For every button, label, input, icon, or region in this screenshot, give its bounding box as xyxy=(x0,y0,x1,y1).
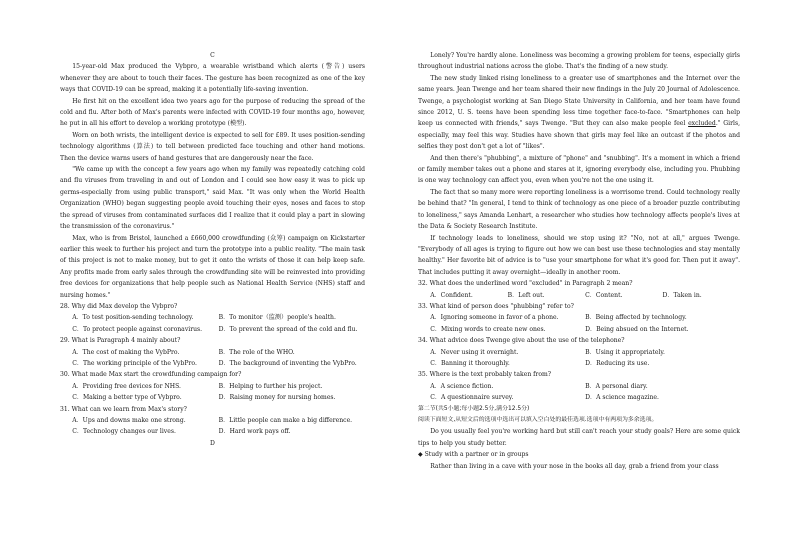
question-32-stem: 32. What does the underlined word "excluded" in Paragraph 2 mean? xyxy=(418,280,633,288)
option-a: A．Confident. xyxy=(430,291,473,299)
question-34-options-row-1 xyxy=(418,347,740,358)
section-letter-c: C xyxy=(210,52,215,59)
option-d: D．The background of inventing the VybPro. xyxy=(218,359,357,367)
question-35-stem: 35. Where is the text probably taken from? xyxy=(418,371,552,379)
underlined-word-excluded: excluded xyxy=(688,120,716,128)
option-b: B．Using it appropriately. xyxy=(585,348,665,356)
passage-c-paragraph-1: 15-year-old Max produced the Vybpro, a wearable wristband which alerts (警告) users whenever they are about to touch their faces. The gesture has been recognized as one of the key ways that COVID-19 can be spread, making it a potentially life-saving invention. xyxy=(60,63,365,94)
option-d: D．To prevent the spread of the cold and flu. xyxy=(218,325,358,333)
passage-d-paragraph-2 xyxy=(418,73,740,153)
option-b: B．A personal diary. xyxy=(585,382,648,390)
option-d: D．Being absued on the Internet. xyxy=(585,325,689,333)
question-31-options-row-1 xyxy=(60,415,365,426)
section-2-instructions: 阅读下面短文,从短文后的选项中选出可以填入空白处的最佳选项.选项中有两项为多余选项。 xyxy=(418,417,658,423)
passage-c-paragraph-3: Worn on both wrists, the intelligent device is expected to sell for £89. It uses position-sending technology algorithms (算法) to tell between predicted face touching and other hand motions. Then the device warns users of hand gestures that are dangerously near the face. xyxy=(60,131,365,162)
question-29-options-row-1 xyxy=(60,347,365,358)
option-a: A．A science fiction. xyxy=(430,382,494,390)
option-a: A．Providing free devices for NHS. xyxy=(72,382,181,390)
question-35-options-row-2 xyxy=(418,392,740,403)
question-34-stem: 34. What advice does Twenge give about the use of the telephone? xyxy=(418,337,625,345)
section-letter-d: D xyxy=(210,439,215,447)
question-33-options-row-2 xyxy=(418,324,740,335)
option-b: B．To monitor（监测）people's health. xyxy=(218,314,336,322)
question-30-stem: 30. What made Max start the crowdfunding campaign for? xyxy=(60,371,242,379)
option-c: C．Technology changes our lives. xyxy=(72,428,176,436)
question-28-options-row-1 xyxy=(60,312,365,323)
option-a: A．Ignoring someone in favor of a phone. xyxy=(430,314,559,322)
option-d: D．A science magazine. xyxy=(585,394,659,402)
option-c: C．A questionnaire survey. xyxy=(430,394,514,402)
option-d: D．Taken in. xyxy=(662,291,702,299)
passage-c-paragraph-5: Max, who is from Bristol, launched a £660,000 crowdfunding (众筹) campaign on Kickstarter earlier this week to further his project and turn the prototype into a public reality. "The main task of this project is not to make money, but to get it onto the wrists of those it can help keep safe. Any profits made from early sales through the crowdfunding site will be reinvested into providing free devices for organizations that help people such as National Health Service (NHS) staff and nursing homes." xyxy=(60,234,365,299)
option-b: B．Helping to further his project. xyxy=(218,382,323,390)
passage-d-paragraph-5: If technology leads to loneliness, should we stop using it? "No, not at all," argues Twenge. "Everybody of all ages is trying to figure out how we can best use these technologies and stay mentally healthy." Her favorite bit of advice is to "use your smartphone for what it's good for. Then put it away". That includes putting it away overnight—ideally in another room. xyxy=(418,234,740,276)
passage-c-paragraph-4: "We came up with the concept a few years ago when my family was repeatedly catching cold and flu viruses from traveling in and out of London and I could see how easy it was to pick up germs-especially from using public transport," said Max. "It was only when the World Health Organization (WHO) began suggesting people avoid touching their eyes, noses and faces to stop the spread of viruses from contaminated surfaces did I realize that it could play a part in slowing the transmission of the coronavirus." xyxy=(60,166,365,231)
passage-c-paragraph-2: He first hit on the excellent idea two years ago for the purpose of reducing the spread of the cold and flu. After both of Max's parents were infected with COVID-19 four months ago, however, he put in all his effort to develop a working prototype (模型). xyxy=(60,97,365,128)
option-c: C．The working principle of the VybPro. xyxy=(72,359,197,367)
option-d: D．Hard work pays off. xyxy=(218,428,291,436)
passage-d-paragraph-3: And then there's "phubbing", a mixture of "phone" and "snubbing". It's a moment in which a friend or family member takes out a phone and stares at it, ignoring everybody else, including you. Phubbing is one way technology can affect you, even when you're not the one using it. xyxy=(418,154,740,185)
question-31-stem: 31. What can we learn from Max's story? xyxy=(60,405,187,413)
question-29-options-row-2 xyxy=(60,358,365,369)
question-32-options xyxy=(418,290,740,301)
right-column xyxy=(418,50,740,472)
question-28-options-row-2 xyxy=(60,324,365,335)
option-d: D．Reducing its use. xyxy=(585,359,650,367)
option-c: C．Content. xyxy=(585,291,623,299)
question-30-options-row-2 xyxy=(60,392,365,403)
option-b: B．The role of the WHO. xyxy=(218,348,295,356)
question-30-options-row-1 xyxy=(60,381,365,392)
passage-d-paragraph-4: The fact that so many more were reporting loneliness is a worrisome trend. Could technology really be behind that? "In general, I tend to think of technology as one piece of a broader puzzle contributing to loneliness," says Amanda Lenhart, a researcher who studies how technology affects people's lives at the Data & Society Research Institute. xyxy=(418,188,740,231)
paragraph-2-text-after: ." Girls, especially, may feel this way. Studies have shown that girls may feel like an outcast if the photos and selfies they post don't get a lot of "likes". xyxy=(418,120,741,151)
option-c: C．To protect people against coronavirus. xyxy=(72,325,203,333)
option-a: A．Never using it overnight. xyxy=(430,348,519,356)
left-column xyxy=(60,50,365,449)
option-b: B．Being affected by technology. xyxy=(585,314,687,322)
question-28-stem: 28. Why did Max develop the Vybpro? xyxy=(60,302,178,310)
paragraph-2-text: The new study linked rising loneliness to a greater use of smartphones and the Internet over the same years. Jean Twenge and her team shared their new findings in the July 20 Journal of Adolescence. Twenge, a psychologist working at San Diego State University in California, and her team have found since 2012, U. S. teens have been spending less time together face-to-face. "Smartphones can help keep us connected with friends," says Twenge. "But they can also make people feel xyxy=(418,74,740,128)
option-d: D．Raising money for nursing homes. xyxy=(218,394,336,402)
question-33-options-row-1 xyxy=(418,312,740,323)
option-a: A．The cost of making the VybPro. xyxy=(72,348,180,356)
question-29-stem: 29. What is Paragraph 4 mainly about? xyxy=(60,337,181,345)
option-c: C．Mixing words to create new ones. xyxy=(430,325,546,333)
option-a: A．To test position-sending technology. xyxy=(72,314,194,322)
section-2-paragraph-2: Rather than living in a cave with your nose in the books all day, grab a friend from your class xyxy=(430,462,719,470)
question-33-stem: 33. What kind of person does "phubbing" refer to? xyxy=(418,302,574,310)
question-31-options-row-2 xyxy=(60,426,365,437)
option-b: B．Left out. xyxy=(507,291,545,299)
section-2-title: 第二节(共5小题;每小题2.5分,满分12.5分) xyxy=(418,405,530,412)
option-c: C．Making a better type of Vybpro. xyxy=(72,394,182,402)
question-34-options-row-2 xyxy=(418,358,740,369)
option-b: B．Little people can make a big difference. xyxy=(218,417,353,424)
passage-d-paragraph-1: Lonely? You're hardly alone. Loneliness was becoming a growing problem for teens, especially girls throughout industrial nations across the globe. That's the finding of a new study. xyxy=(418,52,740,71)
option-a: A．Ups and downs make one strong. xyxy=(72,417,186,424)
question-35-options-row-1 xyxy=(418,381,740,392)
option-c: C．Banning it thoroughly. xyxy=(430,359,510,367)
section-2-paragraph-1: Do you usually feel you're working hard but still can't reach your study goals? Here are some quick tips to help you study better. xyxy=(418,428,740,447)
section-2-heading: ◆ Study with a partner or in groups xyxy=(418,451,529,459)
